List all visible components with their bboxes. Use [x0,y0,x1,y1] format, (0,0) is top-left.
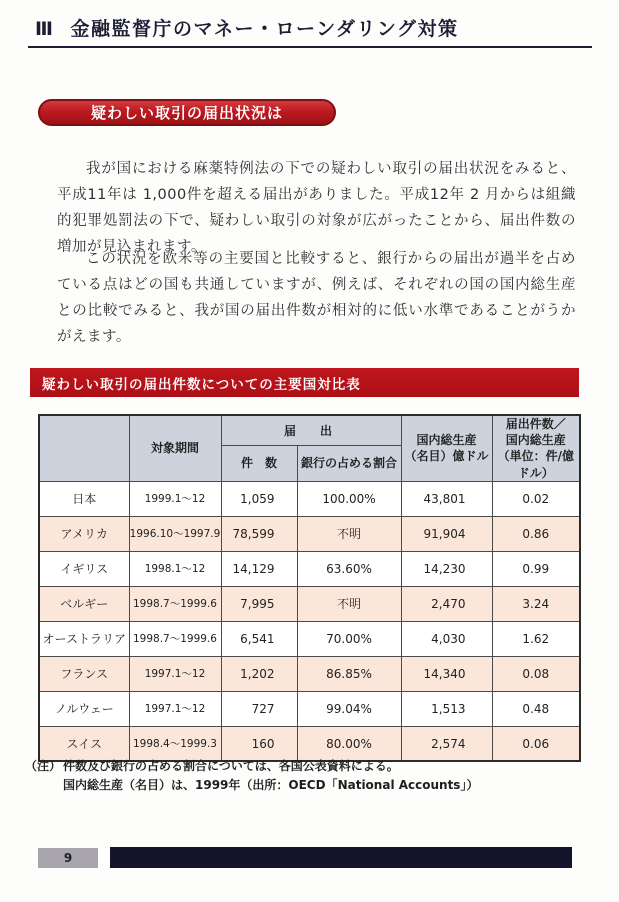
cell-gdp: 43,801 [401,481,492,516]
cell-period: 1997.1～12 [129,656,221,691]
cell-bank-share: 70.00% [297,621,401,656]
cell-bank-share: 80.00% [297,726,401,761]
footer-bar [110,847,572,868]
notes [25,757,585,795]
cell-period: 1998.7～1999.6 [129,586,221,621]
cell-count: 6,541 [221,621,297,656]
table-title-bar [30,368,579,397]
page-number: 9 [63,851,73,865]
cell-ratio: 0.08 [492,656,580,691]
cell-bank-share: 不明 [297,586,401,621]
page-title [35,14,592,41]
table-row [39,621,580,656]
table-body [39,481,580,761]
header-count: 件 数 [221,446,297,482]
page-header [35,14,592,41]
page-title-text: 金融監督庁のマネー・ローンダリング対策 [70,18,459,40]
table-row [39,516,580,551]
table-row [39,726,580,761]
note-line-2: 国内総生産（名目）は、1999年（出所：OECD「National Accounts」） [63,778,479,792]
section-banner [38,99,336,126]
cell-count: 1,059 [221,481,297,516]
section-number: Ⅲ [35,18,55,40]
table-title: 疑わしい取引の届出件数についての主要国対比表 [42,376,361,393]
cell-country: イギリス [39,551,129,586]
header-gdp: 国内総生産 （名目）億ドル [401,415,492,481]
title-underline [28,46,592,48]
section-banner-label: 疑わしい取引の届出状況は [90,104,283,122]
cell-country: フランス [39,656,129,691]
cell-bank-share: 63.60% [297,551,401,586]
cell-count: 160 [221,726,297,761]
note-line [25,757,585,776]
cell-period: 1996.10～1997.9 [129,516,221,551]
cell-country: ノルウェー [39,691,129,726]
cell-bank-share: 不明 [297,516,401,551]
header-report-group: 届 出 [221,415,401,446]
note-line-1: 件数及び銀行の占める割合については、各国公表資料による。 [63,759,399,773]
cell-count: 14,129 [221,551,297,586]
cell-ratio: 0.99 [492,551,580,586]
header-bank-share: 銀行の占める割合 [297,446,401,482]
page-number-box [38,848,98,868]
header-ratio: 届出件数／ 国内総生産 （単位：件/億ドル） [492,415,580,481]
cell-country: アメリカ [39,516,129,551]
cell-country: ベルギー [39,586,129,621]
cell-period: 1999.1～12 [129,481,221,516]
table-header [39,415,580,481]
cell-ratio: 3.24 [492,586,580,621]
cell-count: 7,995 [221,586,297,621]
cell-country: オーストラリア [39,621,129,656]
table-row [39,691,580,726]
cell-country: スイス [39,726,129,761]
note-line [25,776,585,795]
header-country [39,415,129,481]
cell-gdp: 1,513 [401,691,492,726]
cell-count: 727 [221,691,297,726]
cell-ratio: 0.48 [492,691,580,726]
cell-gdp: 2,470 [401,586,492,621]
cell-bank-share: 100.00% [297,481,401,516]
cell-country: 日本 [39,481,129,516]
cell-ratio: 0.02 [492,481,580,516]
cell-gdp: 91,904 [401,516,492,551]
cell-period: 1998.7～1999.6 [129,621,221,656]
cell-ratio: 0.86 [492,516,580,551]
table-row [39,586,580,621]
table-row [39,656,580,691]
cell-count: 78,599 [221,516,297,551]
paragraph-2: この状況を欧米等の主要国と比較すると、銀行からの届出が過半を占めている点はどの国も共通していますが、例えば、それぞれの国の国内総生産との比較でみると、我が国の届出件数が相対的に低い水準であることがうかがえます。 [57,250,576,345]
cell-count: 1,202 [221,656,297,691]
table-row [39,481,580,516]
cell-bank-share: 86.85% [297,656,401,691]
cell-gdp: 4,030 [401,621,492,656]
cell-gdp: 14,340 [401,656,492,691]
table-row [39,551,580,586]
cell-gdp: 2,574 [401,726,492,761]
header-period: 対象期間 [129,415,221,481]
note-prefix: （注） [25,759,62,773]
cell-gdp: 14,230 [401,551,492,586]
cell-bank-share: 99.04% [297,691,401,726]
cell-period: 1998.1～12 [129,551,221,586]
comparison-table [38,414,581,762]
cell-period: 1998.4～1999.3 [129,726,221,761]
cell-ratio: 0.06 [492,726,580,761]
paragraph-1: 我が国における麻薬特例法の下での疑わしい取引の届出状況をみると、平成11年は 1,000件を超える届出がありました。平成12年 2 月からは組織的犯罪処罰法の下で、疑わしい取引の対象が広がったことから、届出件数の増加が見込まれます。 [57,160,576,255]
cell-ratio: 1.62 [492,621,580,656]
cell-period: 1997.1～12 [129,691,221,726]
